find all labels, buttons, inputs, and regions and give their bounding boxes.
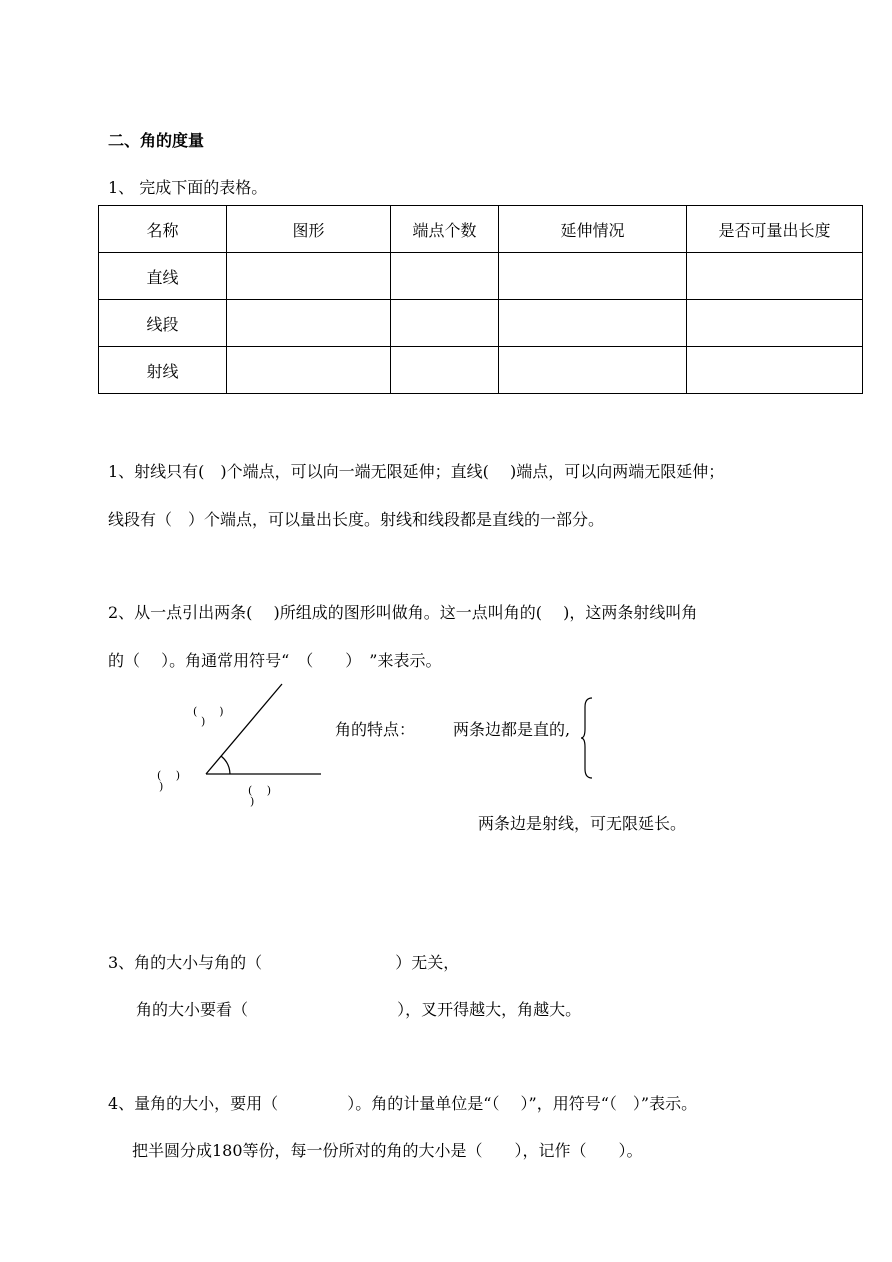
table-header: 图形 <box>227 206 391 253</box>
angle-feature-2: 两条边是射线，可无限延长。 <box>478 814 687 833</box>
angle-label-vertex: ( ) <box>157 769 181 782</box>
table-cell[interactable] <box>687 347 863 394</box>
angle-label-top-close: ) <box>201 715 206 728</box>
angle-label-vertex-close: ) <box>159 780 164 793</box>
q2-line1: 2、从一点引出两条( )所组成的图形叫做角。这一点叫角的( )，这两条射线叫角 <box>108 603 698 622</box>
table-cell[interactable] <box>687 300 863 347</box>
table-cell[interactable] <box>687 253 863 300</box>
table-header: 延伸情况 <box>499 206 687 253</box>
q2-line2: 的（ ）。角通常用符号“ （ ） ”来表示。 <box>108 651 442 670</box>
q4-line1: 4、量角的大小，要用（ ）。角的计量单位是“（ ）”，用符号“（ ）”表示。 <box>108 1094 698 1113</box>
table-cell[interactable] <box>391 300 499 347</box>
section-title: 二、角的度量 <box>108 131 205 150</box>
fill-in-table <box>98 205 863 394</box>
angle-feature-1: 两条边都是直的, <box>453 720 571 739</box>
table-cell[interactable] <box>499 300 687 347</box>
q1-line1: 1、射线只有( )个端点，可以向一端无限延伸；直线( )端点，可以向两端无限延伸； <box>108 462 725 481</box>
brace-symbol <box>580 697 594 779</box>
table-cell: 射线 <box>99 347 227 394</box>
table-cell[interactable] <box>499 347 687 394</box>
table-header: 名称 <box>99 206 227 253</box>
angle-label-side-close: ) <box>250 795 255 808</box>
q3-line1: 3、角的大小与角的（ ）无关， <box>108 953 460 972</box>
table-cell[interactable] <box>227 253 391 300</box>
q1-line2: 线段有（ ）个端点，可以量出长度。射线和线段都是直线的一部分。 <box>108 510 605 529</box>
table-cell[interactable] <box>227 300 391 347</box>
angle-label-top: ( ) <box>193 705 224 718</box>
table-cell: 线段 <box>99 300 227 347</box>
table-cell[interactable] <box>391 347 499 394</box>
angle-label-side: ( ) <box>248 784 272 797</box>
q3-line2: 角的大小要看（ ），叉开得越大，角越大。 <box>136 1000 582 1019</box>
table-cell[interactable] <box>227 347 391 394</box>
table-header: 端点个数 <box>391 206 499 253</box>
table-cell[interactable] <box>391 253 499 300</box>
table-row <box>99 253 863 300</box>
angle-diagram <box>190 680 330 780</box>
table-header: 是否可量出长度 <box>687 206 863 253</box>
q4-line2: 把半圆分成180等份，每一份所对的角的大小是（ ），记作（ ）。 <box>132 1141 643 1160</box>
table-cell[interactable] <box>499 253 687 300</box>
table-row <box>99 347 863 394</box>
table-row <box>99 300 863 347</box>
table-cell: 直线 <box>99 253 227 300</box>
table-question-intro: 1、 完成下面的表格。 <box>108 178 268 197</box>
angle-features-label: 角的特点： <box>335 720 416 739</box>
table-header-row <box>99 206 863 253</box>
